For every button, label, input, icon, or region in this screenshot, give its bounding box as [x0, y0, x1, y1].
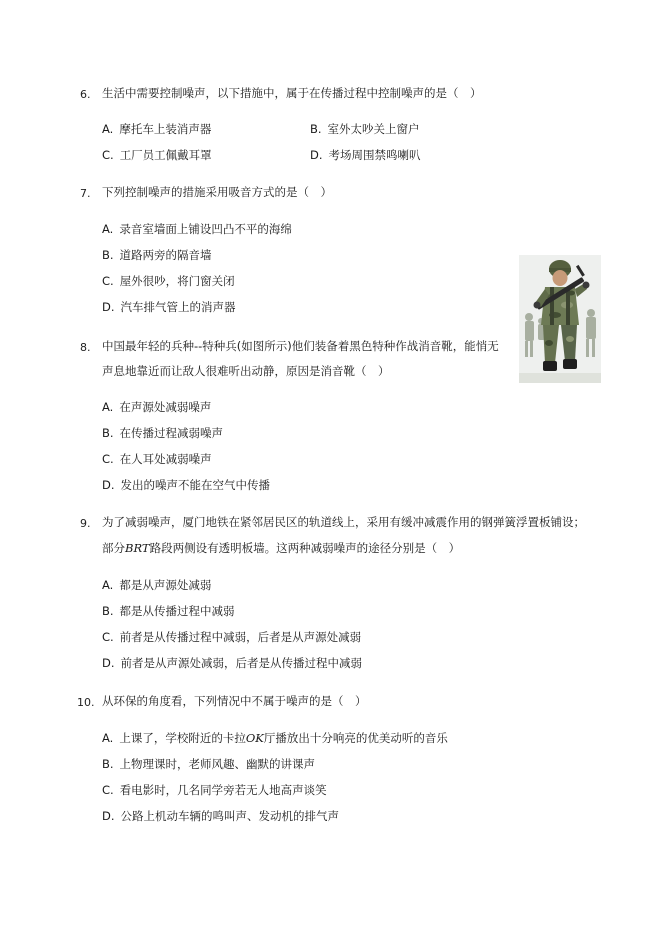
option-letter: B. [102, 248, 114, 262]
question-9-text-post: 路段两侧设有透明板墙。这两种减弱噪声的途径分别是（ ） [149, 541, 461, 555]
option-text: 工厂员工佩戴耳罩 [119, 148, 212, 162]
question-9-option-b [102, 604, 235, 618]
option-text: 前者是从传播过程中减弱，后者是从声源处减弱 [119, 630, 362, 644]
question-10-option-b [102, 757, 315, 771]
question-8-text-line-1: 中国最年轻的兵种--特种兵(如图所示)他们装备着黑色特种作战消音靴，能悄无 [102, 339, 499, 353]
question-8-option-a [102, 400, 211, 414]
question-9-option-a [102, 578, 211, 592]
soldier-illustration [519, 255, 601, 383]
question-6-option-c [102, 148, 212, 162]
option-text: 前者是从声源处减弱，后者是从传播过程中减弱 [120, 656, 363, 670]
option-text: 在人耳处减弱噪声 [119, 452, 212, 466]
option-letter: C. [102, 783, 114, 797]
special-forces-soldier-photo [519, 255, 601, 383]
question-6-text: 生活中需要控制噪声，以下措施中，属于在传播过程中控制噪声的是（ ） [102, 86, 482, 100]
question-6-option-a [102, 122, 211, 136]
question-9-option-d [102, 656, 362, 670]
question-7-option-d [102, 300, 236, 314]
question-9-text-brt: BRT [125, 541, 150, 555]
option-text: 上物理课时，老师风趣、幽默的讲课声 [119, 757, 316, 771]
option-text: 室外太吵关上窗户 [327, 122, 420, 136]
option-letter: B. [102, 426, 114, 440]
option-letter: A. [102, 578, 114, 592]
question-9-text-line-2 [102, 541, 460, 555]
option-letter: C. [102, 148, 114, 162]
question-8-number: 8. [80, 341, 91, 354]
option-letter: A. [102, 222, 114, 236]
question-10-option-c [102, 783, 327, 797]
question-8-option-c [102, 452, 212, 466]
option-letter: A. [102, 731, 114, 745]
option-text: 在传播过程减弱噪声 [119, 426, 224, 440]
question-10-number: 10. [77, 696, 95, 709]
question-7-text: 下列控制噪声的措施采用吸音方式的是（ ） [102, 185, 332, 199]
question-7-option-b [102, 248, 212, 262]
option-letter: D. [102, 478, 115, 492]
question-10-option-a [102, 731, 448, 745]
question-10-text: 从环保的角度看，下列情况中不属于噪声的是（ ） [102, 694, 367, 708]
option-letter: B. [102, 604, 114, 618]
question-9-text-line-1: 为了减弱噪声，厦门地铁在紧邻居民区的轨道线上，采用有缓冲减震作用的钢弹簧浮置板铺设； [102, 515, 585, 529]
option-text: 看电影时，几名同学旁若无人地高声谈笑 [119, 783, 327, 797]
option-text: 发出的噪声不能在空气中传播 [120, 478, 271, 492]
option-letter: C. [102, 630, 114, 644]
question-8-text-line-2: 声息地靠近而让敌人很难听出动静，原因是消音靴（ ） [102, 364, 390, 378]
option-letter: A. [102, 122, 114, 136]
option-letter: D. [102, 300, 115, 314]
option-letter: C. [102, 274, 114, 288]
question-7-option-a [102, 222, 292, 236]
option-text: 都是从传播过程中减弱 [119, 604, 235, 618]
question-7-option-c [102, 274, 235, 288]
question-6-number: 6. [80, 88, 91, 101]
option-text: 道路两旁的隔音墙 [119, 248, 212, 262]
option-letter: C. [102, 452, 114, 466]
option-text: 公路上机动车辆的鸣叫声、发动机的排气声 [120, 809, 340, 823]
option-text: 都是从声源处减弱 [119, 578, 212, 592]
option-text: 汽车排气管上的消声器 [120, 300, 236, 314]
question-9-option-c [102, 630, 361, 644]
question-9-number: 9. [80, 517, 91, 530]
question-7-number: 7. [80, 187, 91, 200]
question-6-option-d [310, 148, 421, 162]
option-text: 屋外很吵，将门窗关闭 [119, 274, 235, 288]
question-8-option-b [102, 426, 223, 440]
option-letter: D. [310, 148, 323, 162]
option-letter: D. [102, 809, 115, 823]
option-letter: B. [310, 122, 322, 136]
option-text-post: 厅播放出十分响亮的优美动听的音乐 [263, 731, 448, 745]
option-text-pre: 上课了，学校附近的卡拉 [119, 731, 246, 745]
question-9-text-pre: 部分 [102, 541, 125, 555]
option-letter: A. [102, 400, 114, 414]
option-text-ok: OK [245, 731, 264, 745]
option-letter: D. [102, 656, 115, 670]
option-text: 考场周围禁鸣喇叭 [328, 148, 421, 162]
option-text: 录音室墙面上铺设凹凸不平的海绵 [119, 222, 292, 236]
question-6-option-b [310, 122, 420, 136]
option-text: 在声源处减弱噪声 [119, 400, 212, 414]
option-text: 摩托车上装消声器 [119, 122, 212, 136]
question-8-option-d [102, 478, 270, 492]
option-letter: B. [102, 757, 114, 771]
question-10-option-d [102, 809, 339, 823]
